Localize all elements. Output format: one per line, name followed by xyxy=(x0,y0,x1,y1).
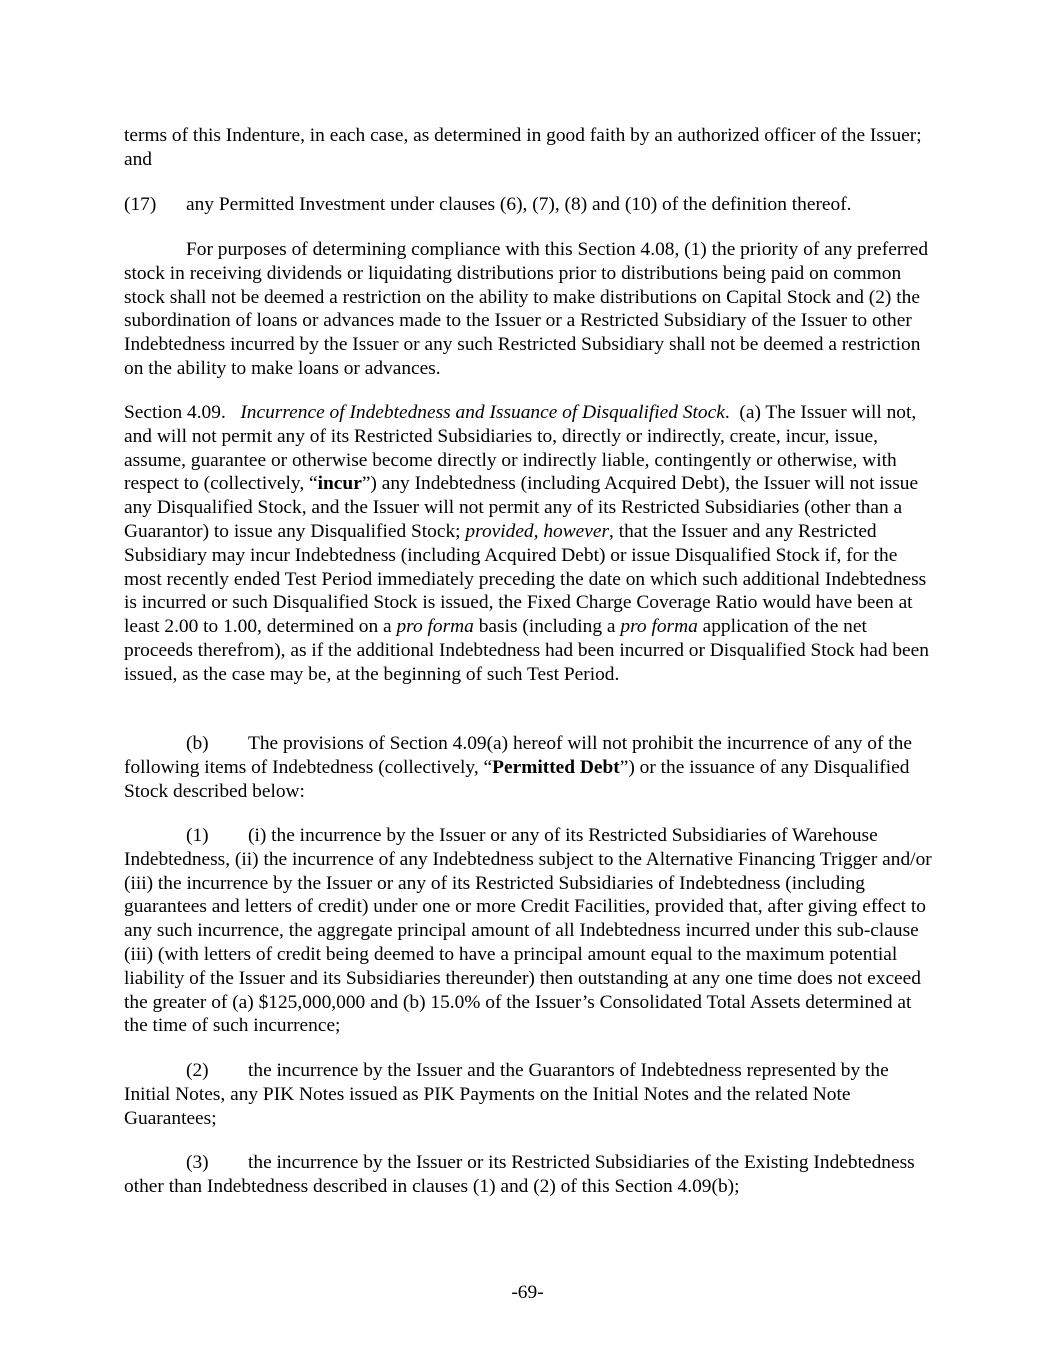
paragraph-item-1 xyxy=(124,824,936,1038)
item-text: any Permitted Investment under clauses (6), (7), (8) and (10) of the definition thereof. xyxy=(186,194,852,215)
paragraph-text-2: ”) or the issuance of any Disqualified Stock described below: xyxy=(124,756,910,802)
paragraph-purposes xyxy=(124,238,936,381)
pro-forma-term: pro forma xyxy=(396,616,474,638)
paragraph-item-3 xyxy=(124,1151,936,1199)
paragraph-text: For purposes of determining compliance with this Section 4.08, (1) the priority of any preferred stock in receiving dividends or liquidating distributions prior to distributions being paid on common stock shall not be deemed a restriction on the ability to make distributions on Capital Stock and (2) the subordination of loans or advances made to the Issuer or a Restricted Subsidiary of the Issuer to other Indebtedness incurred by the Issuer or any such Restricted Subsidiary shall not be deemed a restriction on the ability to make loans or advances. xyxy=(124,239,929,379)
paragraph-continuation xyxy=(124,124,936,172)
paragraph-text-1: The provisions of Section 4.09(a) hereof will not prohibit the incurrence of any of the following items of Indebtedness (collectively, “ xyxy=(124,733,912,778)
item-number: (1) xyxy=(186,825,209,846)
paragraph-b xyxy=(124,732,936,803)
pro-forma-term: pro forma xyxy=(620,616,698,638)
item-text: the incurrence by the Issuer and the Guarantors of Indebtedness represented by the Initial Notes, any PIK Notes issued as PIK Payments on the Initial Notes and the related Note Guarantees; xyxy=(124,1060,889,1129)
section-title: Incurrence of Indebtedness and Issuance of Disqualified Stock xyxy=(240,402,725,423)
page-number: -69- xyxy=(511,1282,544,1303)
section-text-1: (a) The Issuer will not, and will not permit any of its Restricted Subsidiaries to, directly or indirectly, create, incur, issue, assume, guarantee or otherwise become directly or indirectly liable, contingently or otherwise, with respect to (collectively, “ xyxy=(124,402,917,495)
defined-term-incur: incur xyxy=(317,473,362,495)
section-text-4: basis (including a xyxy=(473,616,621,638)
section-text-5: application of the net proceeds therefrom), as if the additional Indebtedness had been incurred or Disqualified Stock had been issued, as the case may be, at the beginning of such Test Period. xyxy=(124,616,929,685)
section-text-3: , that the Issuer and any Restricted Subsidiary may incur Indebtedness (including Acquired Debt) or issue Disqualified Stock if, for the most recently ended Test Period immediately preceding the date on which such additional Indebtedness is incurred or such Disqualified Stock is issued, the Fixed Charge Coverage Ratio would have been at least 2.00 to 1.00, determined on a xyxy=(124,520,927,638)
provided-however: provided, however xyxy=(465,520,610,542)
item-number: (b) xyxy=(186,733,209,754)
section-label: Section 4.09. xyxy=(124,402,226,423)
section-title-period: . xyxy=(724,402,730,423)
section-text-2: ”) any Indebtedness (including Acquired Debt), the Issuer will not issue any Disqualified Stock, and the Issuer will not permit any of its Restricted Subsidiaries (other than a Guarantor) to issue any Disqualified Stock; xyxy=(124,473,919,542)
item-number: (2) xyxy=(186,1060,209,1081)
item-text: the incurrence by the Issuer or its Restricted Subsidiaries of the Existing Indebtedness other than Indebtedness described in clauses (1) and (2) of this Section 4.09(b); xyxy=(124,1152,915,1197)
section-4-09-paragraph xyxy=(124,401,936,687)
item-number: (17) xyxy=(124,194,157,215)
defined-term-permitted-debt: Permitted Debt xyxy=(492,756,620,778)
paragraph-item-2 xyxy=(124,1059,936,1130)
paragraph-text: terms of this Indenture, in each case, as determined in good faith by an authorized officer of the Issuer; and xyxy=(124,125,922,170)
paragraph-item-17 xyxy=(124,193,936,217)
item-text: (i) the incurrence by the Issuer or any of its Restricted Subsidiaries of Warehouse Indebtedness, (ii) the incurrence of any Indebtedness subject to the Alternative Financing Trigger and/or (iii) the incurrence by the Issuer or any of its Restricted Subsidiaries of Indebtedness (including guarantees and letters of credit) under one or more Credit Facilities, provided that, after giving effect to any such incurrence, the aggregate principal amount of all Indebtedness incurred under this sub-clause (iii) (with letters of credit being deemed to have a principal amount equal to the maximum potential liability of the Issuer and its Subsidiaries thereunder) then outstanding at any one time does not exceed the greater of (a) $125,000,000 and (b) 15.0% of the Issuer’s Consolidated Total Assets determined at the time of such incurrence; xyxy=(124,825,932,1037)
item-number: (3) xyxy=(186,1152,209,1173)
